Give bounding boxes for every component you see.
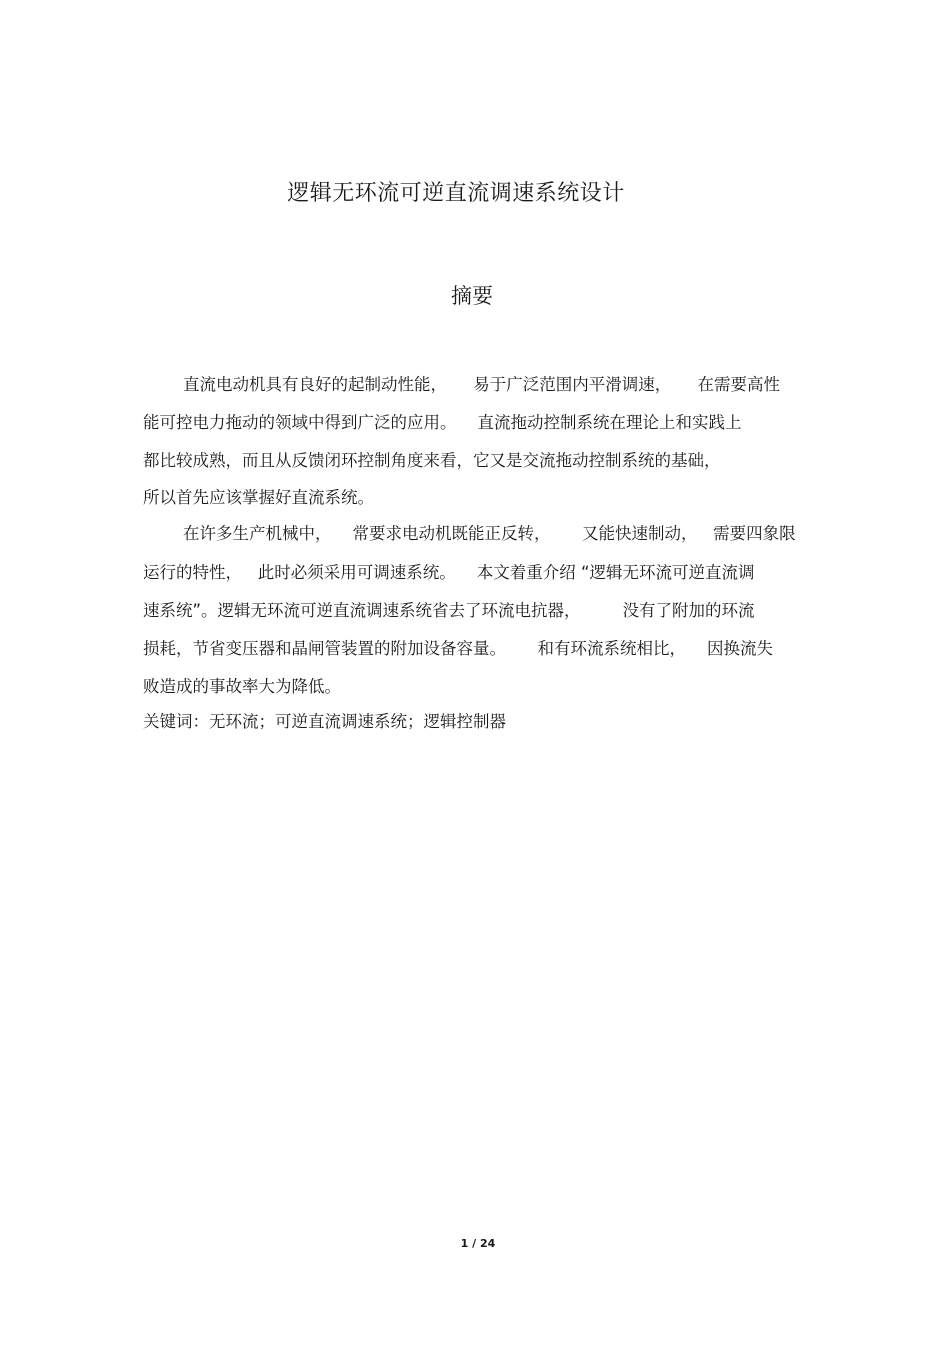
abstract-heading: 摘要 [451,284,493,308]
paragraph-2-line-1: 在许多生产机械中， 常要求电动机既能正反转， 又能快速制动， 需要四象限 [183,524,796,543]
paragraph-2-line-2: 运行的特性， 此时必须采用可调速系统。 本文着重介绍 “逻辑无环流可逆直流调 [143,563,755,582]
paragraph-1-line-1: 直流电动机具有良好的起制动性能， 易于广泛范围内平滑调速， 在需要高性 [183,375,780,394]
page-number: 1 / 24 [460,1237,496,1250]
paragraph-1-line-2: 能可控电力拖动的领域中得到广泛的应用。 直流拖动控制系统在理论上和实践上 [143,413,742,432]
document-title: 逻辑无环流可逆直流调速系统设计 [287,181,625,206]
paragraph-2-line-5: 败造成的事故率大为降低。 [143,677,341,696]
paragraph-1-line-3: 都比较成熟，而且从反馈闭环控制角度来看，它又是交流拖动控制系统的基础， [143,451,721,470]
paragraph-2-line-3: 速系统”。逻辑无环流可逆直流调速系统省去了环流电抗器， 没有了附加的环流 [143,601,755,620]
paragraph-2-line-4: 损耗，节省变压器和晶闸管装置的附加设备容量。 和有环流系统相比， 因换流失 [143,639,773,658]
keywords-line: 关键词：无环流；可逆直流调速系统；逻辑控制器 [143,712,506,731]
paragraph-1-line-4: 所以首先应该掌握好直流系统。 [143,488,374,507]
